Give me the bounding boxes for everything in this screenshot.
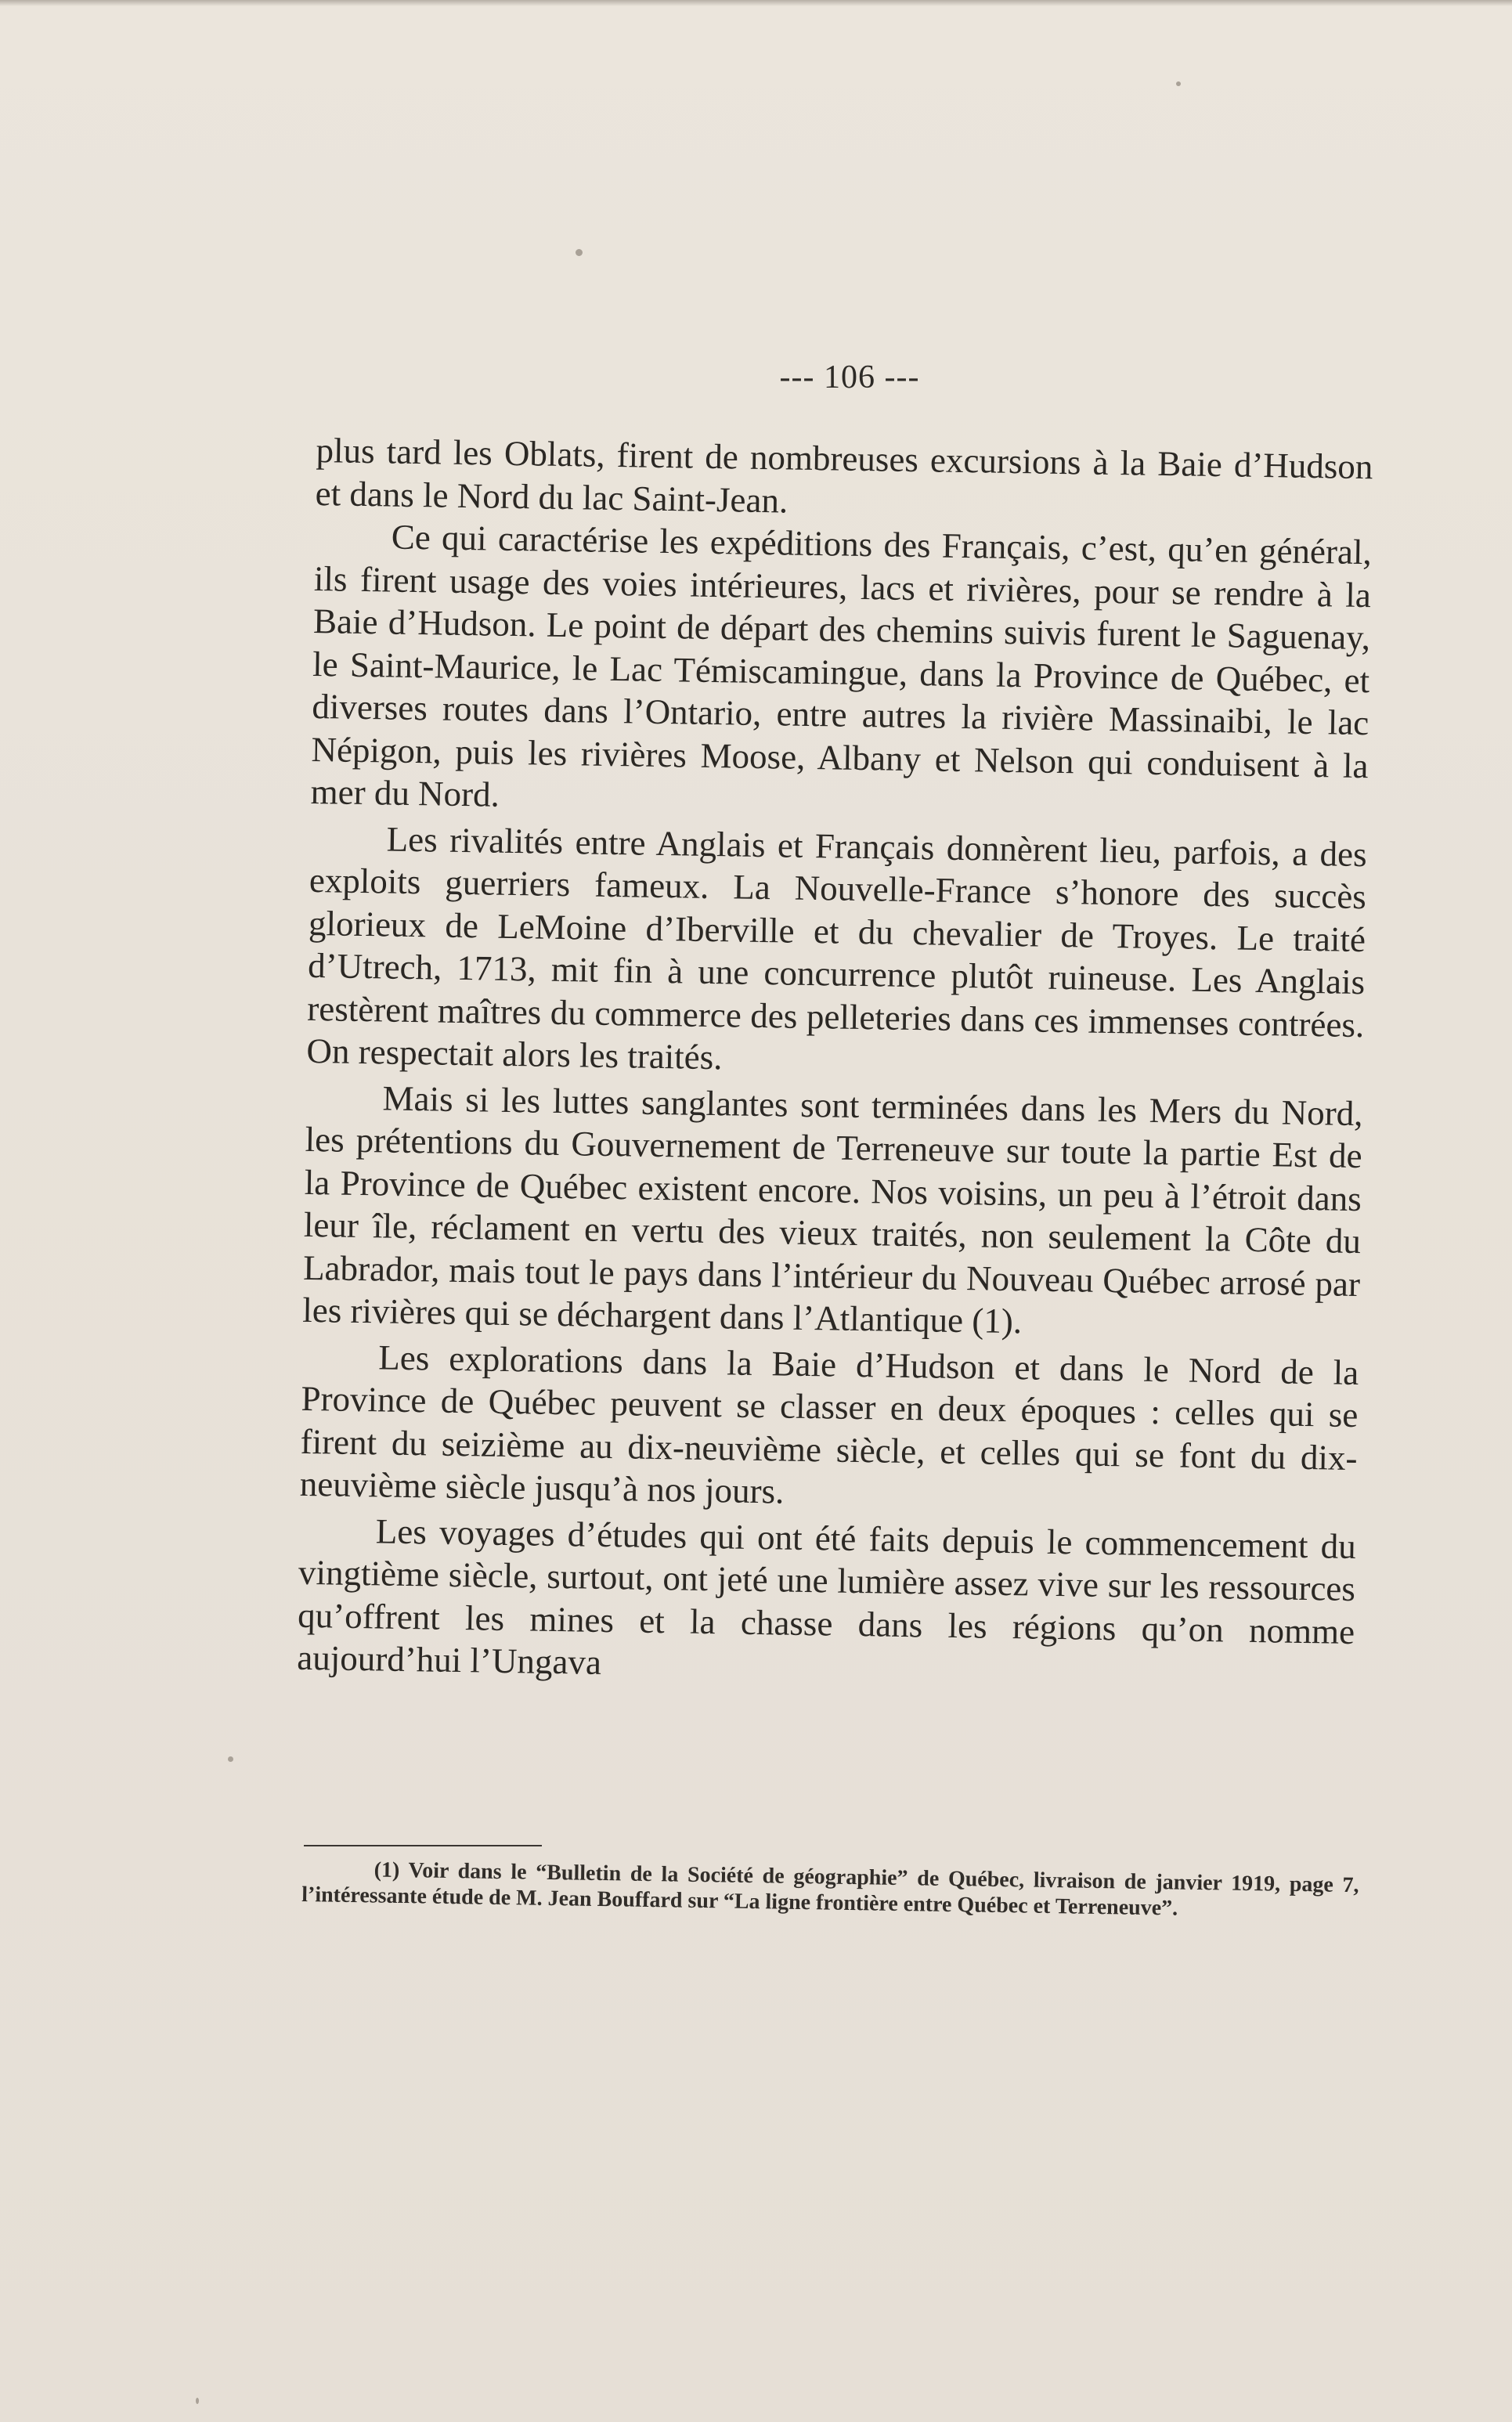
footnote: (1) Voir dans le “Bulletin de la Société de géographie” de Québec, livraison de janvier 1919, page 7, l’intéressante étude de M. Jean Bouffard sur “La ligne frontière entre Québec et Terreneuve”. xyxy=(301,1857,1359,1921)
page-number: --- 106 --- xyxy=(779,359,920,395)
page-top-edge xyxy=(0,0,1512,6)
body-text xyxy=(297,429,1373,1696)
paragraph-4: Mais si les luttes sanglantes sont terminées dans les Mers du Nord, les prétentions du Gouvernement de Terreneuve sur toute la partie Est de la Province de Québec existent encore. Nos voisins, un peu à l’étroit dans leur île, réclament en vertu des vieux traités, non seulement la Côte du Labrador, mais tout le pays dans l’intérieur du Nouveau Québec arrosé par les rivières qui se déchargent dans l’Atlantique (1). xyxy=(301,1077,1363,1341)
paragraph-2: Ce qui caractérise les expéditions des Français, c’est, qu’en général, ils firent usage des voies intérieures, lacs et rivières, pour se rendre à la Baie d’Hudson. Le point de départ des chemins suivis furent le Saguenay, le Saint-Maurice, le Lac Témiscamingue, dans la Province de Québec, et diverses routes dans l’Ontario, entre autres la rivière Massinaibi, le lac Népigon, puis les rivières Moose, Albany et Nelson qui conduisent à la mer du Nord. xyxy=(310,517,1373,814)
paragraph-1: plus tard les Oblats, firent de nombreuses excursions à la Baie d’Hudson et dans le Nord du lac Saint-Jean. xyxy=(315,430,1373,520)
paper-speck xyxy=(228,1756,233,1762)
paragraph-6: Les voyages d’études qui ont été faits depuis le commencement du vingtième siècle, surtout, ont jeté une lumière assez vive sur les ressources qu’offrent les mines et la chasse dans les régions qu’on nomme aujourd’hui l’Ungava xyxy=(296,1511,1357,1682)
paper-speck xyxy=(1176,81,1181,86)
paper-speck xyxy=(576,249,583,256)
paragraph-3: Les rivalités entre Anglais et Français donnèrent lieu, parfois, a des exploits guerriers fameux. La Nouvelle-France s’honore des succès glorieux de LeMoine d’Iberville et du chevalier de Troyes. Le traité d’Utrech, 1713, mit fin à une concurrence plutôt ruineuse. Les Anglais restèrent maîtres du commerce des pelleteries dans ces immenses contrées. On respectait alors les traités. xyxy=(306,818,1368,1077)
footnote-divider xyxy=(304,1845,542,1846)
paragraph-5: Les explorations dans la Baie d’Hudson et dans le Nord de la Province de Québec peuvent se classer en deux époques : celles qui se firent du seizième au dix-neuvième siècle, et celles qui se font du dix-neuvième siècle jusqu’à nos jours. xyxy=(299,1337,1359,1511)
paper-speck xyxy=(196,2398,199,2404)
